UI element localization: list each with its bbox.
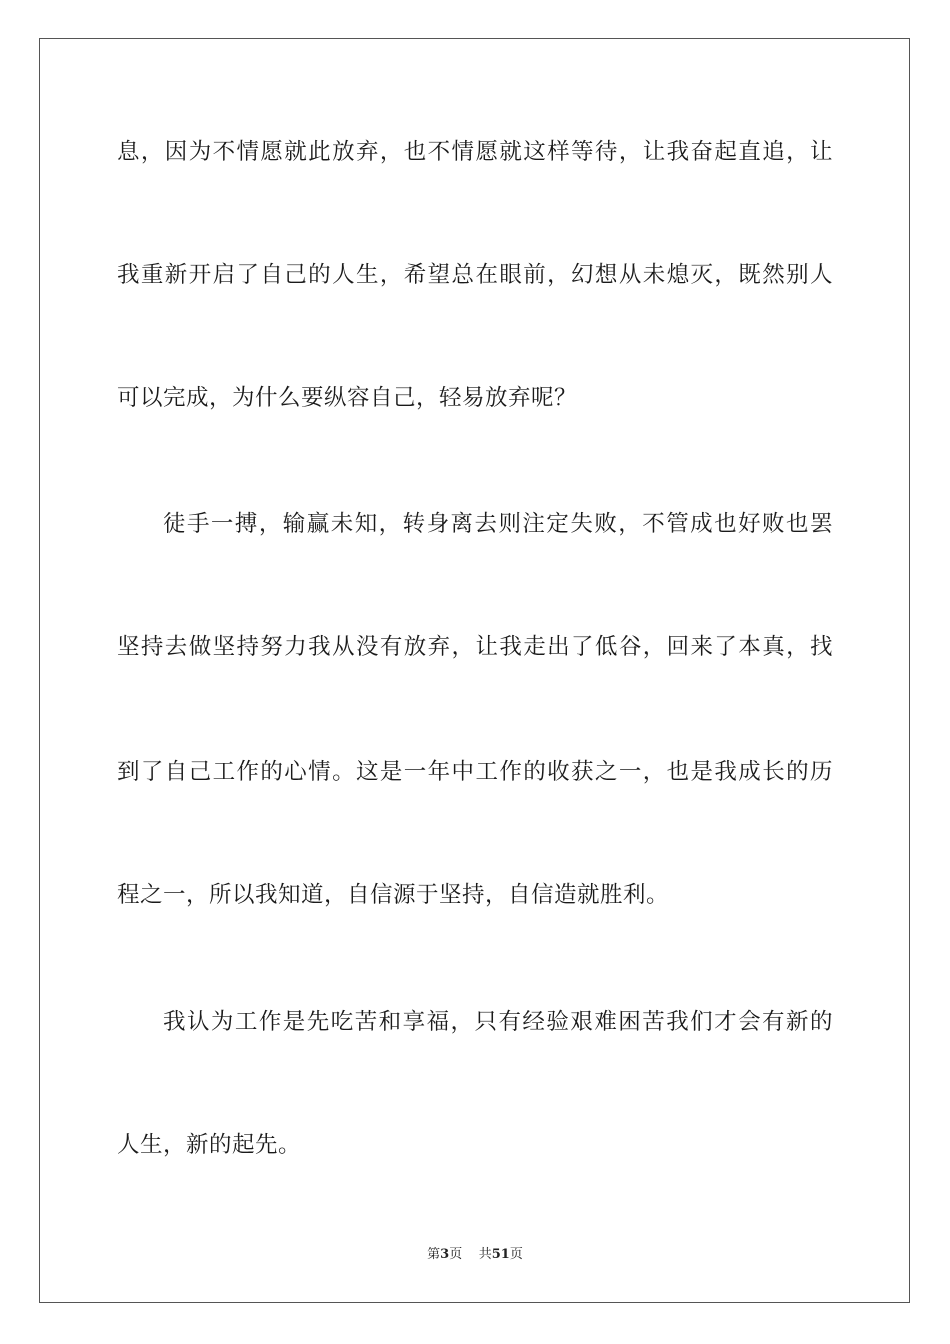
paragraph-line-8: 我认为工作是先吃苦和享福，只有经验艰难困苦我们才会有新的 [163,1009,833,1035]
total-prefix: 共 [478,1247,492,1262]
paragraph-line-6: 到了自己工作的心情。这是一年中工作的收获之一，也是我成长的历 [117,759,833,785]
page-suffix: 页 [449,1247,463,1262]
page-number: 3 [440,1247,450,1262]
total-suffix: 页 [509,1247,523,1262]
paragraph-line-5: 坚持去做坚持努力我从没有放弃，让我走出了低谷，回来了本真，找 [117,634,833,660]
paragraph-line-7: 程之一，所以我知道，自信源于坚持，自信造就胜利。 [117,882,670,908]
page-prefix: 第 [427,1247,441,1262]
total-pages: 51 [491,1247,510,1262]
paragraph-line-2: 我重新开启了自己的人生，希望总在眼前，幻想从未熄灭，既然别人 [117,262,833,288]
paragraph-line-3: 可以完成，为什么要纵容自己，轻易放弃呢？ [117,385,578,411]
page-border [39,38,910,1303]
paragraph-line-9: 人生，新的起先。 [117,1132,302,1158]
paragraph-line-4: 徒手一搏，输赢未知，转身离去则注定失败，不管成也好败也罢 [163,511,833,537]
paragraph-line-1: 息，因为不情愿就此放弃，也不情愿就这样等待，让我奋起直追，让 [117,139,833,165]
page-footer [0,1246,950,1264]
